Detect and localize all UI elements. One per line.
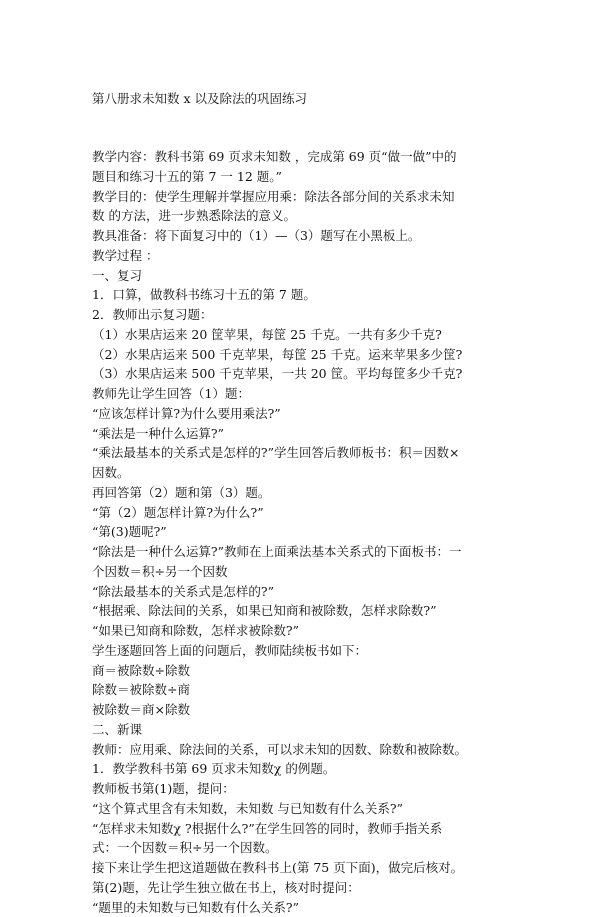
text-line: “怎样求未知数χ ?根据什么?”在学生回答的同时，教师手指关系 [92,819,512,839]
text-line: 除数＝被除数÷商 [92,680,512,700]
text-line: 个因数＝积÷另一个因数 [92,562,512,582]
text-line: 第(2)题，先让学生独立做在书上，核对时提问： [92,878,512,898]
text-line: “除法是一种什么运算?”教师在上面乘法基本关系式的下面板书：一 [92,542,512,562]
text-line: “这个算式里含有未知数，未知数 与已知数有什么关系?” [92,799,512,819]
document-body [92,147,512,917]
text-line: （3）水果店运来 500 千克苹果，一共 20 筐。平均每筐多少千克? [92,364,512,384]
text-line: “第(3)题呢?” [92,522,512,542]
text-line: 接下来让学生把这道题做在教科书上(第 75 页下面)，做完后核对。 [92,858,512,878]
text-line: 二、新课 [92,720,512,740]
text-line: “根据乘、除法间的关系，如果已知商和被除数，怎样求除数?” [92,601,512,621]
text-line: 教学内容：教科书第 69 页求未知数 ，完成第 69 页“做一做”中的 [92,147,512,167]
text-line: 被除数＝商×除数 [92,700,512,720]
text-line: 2．教师出示复习题： [92,305,512,325]
text-line: 教师：应用乘、除法间的关系，可以求未知的因数、除数和被除数。 [92,740,512,760]
text-line: “题里的未知数与已知数有什么关系?” [92,898,512,917]
text-line: “乘法是一种什么运算?” [92,424,512,444]
text-line: 一、复习 [92,266,512,286]
text-line: 1．教学教科书第 69 页求未知数χ 的例题。 [92,759,512,779]
text-line: 商＝被除数÷除数 [92,661,512,681]
text-line: （1）水果店运来 20 筐苹果，每筐 25 千克。一共有多少千克? [92,325,512,345]
text-line: 教学过程 ： [92,246,512,266]
text-line: 教师先让学生回答（1）题： [92,384,512,404]
text-line: “如果已知商和除数，怎样求被除数?” [92,621,512,641]
text-line: “乘法最基本的关系式是怎样的?”学生回答后教师板书：积＝因数× [92,443,512,463]
text-line: （2）水果店运来 500 千克苹果，每筐 25 千克。运来苹果多少筐? [92,345,512,365]
text-line: “除法最基本的关系式是怎样的?” [92,582,512,602]
text-line: 学生逐题回答上面的问题后，教师陆续板书如下： [92,641,512,661]
text-line: 因数。 [92,463,512,483]
text-line: 式：一个因数＝积÷另一个因数。 [92,838,512,858]
text-line: 教师板书第(1)题，提问： [92,779,512,799]
text-line: 教具准备：将下面复习中的（1）—（3）题写在小黑板上。 [92,226,512,246]
text-line: “第（2）题怎样计算?为什么?” [92,503,512,523]
text-line: 题目和练习十五的第 7 一 12 题。” [92,167,512,187]
text-line: 教学目的：使学生理解并掌握应用乘：除法各部分间的关系求未知 [92,187,512,207]
document-title: 第八册求未知数 x 以及除法的巩固练习 [92,89,307,107]
text-line: 数 的方法，进一步熟悉除法的意义。 [92,206,512,226]
text-line: 再回答第（2）题和第（3）题。 [92,483,512,503]
text-line: 1．口算，做教科书练习十五的第 7 题。 [92,285,512,305]
text-line: “应该怎样计算?为什么要用乘法?” [92,404,512,424]
